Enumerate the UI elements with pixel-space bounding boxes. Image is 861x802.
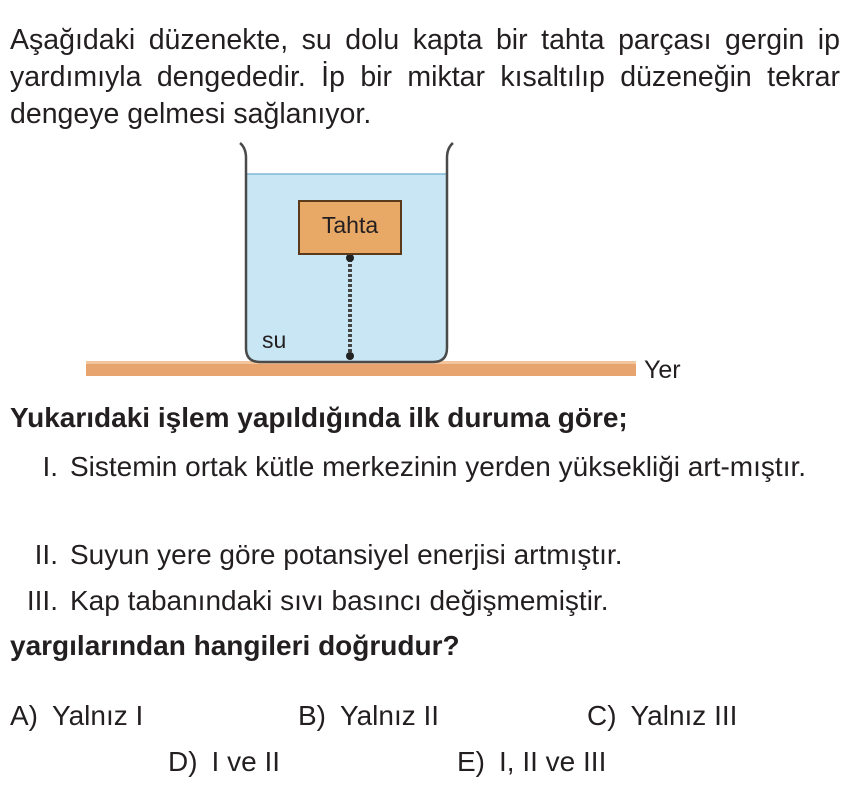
ground-label: Yer	[644, 356, 681, 384]
water-label: su	[262, 327, 287, 353]
option-text: Yalnız I	[52, 700, 144, 731]
option-letter: E)	[457, 746, 485, 777]
question-lead: Yukarıdaki işlem yapıldığında ilk duruma göre;	[10, 402, 628, 433]
block-label: Tahta	[321, 212, 379, 238]
option-c[interactable]	[587, 700, 737, 732]
option-text: Yalnız II	[340, 700, 440, 731]
option-letter: C)	[587, 700, 617, 731]
option-text: I ve II	[211, 746, 281, 777]
option-e[interactable]	[457, 746, 606, 778]
statement-number: II.	[34, 539, 58, 570]
option-letter: B)	[298, 700, 326, 731]
rope-bottom-knot	[346, 352, 354, 360]
experiment-figure	[0, 140, 861, 385]
option-text: I, II ve III	[499, 746, 607, 777]
option-a[interactable]	[10, 700, 143, 732]
option-text: Yalnız III	[630, 700, 738, 731]
statement-number: III.	[26, 585, 58, 616]
statement-text: Suyun yere göre potansiyel enerjisi artmıştır.	[70, 539, 623, 570]
rope-top-knot	[346, 254, 354, 262]
question-tail: yargılarından hangileri doğrudur?	[10, 630, 460, 661]
statement-text: Sistemin ortak kütle merkezinin yerden yüksekliği art-mıştır.	[70, 451, 807, 482]
option-d[interactable]	[168, 746, 280, 778]
question-intro: Aşağıdaki düzenekte, su dolu kapta bir tahta parçası gergin ip yardımıyla dengededir. İp bir miktar kısaltılıp düzeneğin tekrar dengeye gelmesi sağlanıyor.	[10, 24, 840, 130]
option-b[interactable]	[298, 700, 439, 732]
statement-number: I.	[42, 451, 58, 482]
option-letter: A)	[10, 700, 38, 731]
container-diagram	[0, 140, 861, 385]
option-letter: D)	[168, 746, 198, 777]
statement-text: Kap tabanındaki sıvı basıncı değişmemiştir.	[70, 585, 609, 616]
